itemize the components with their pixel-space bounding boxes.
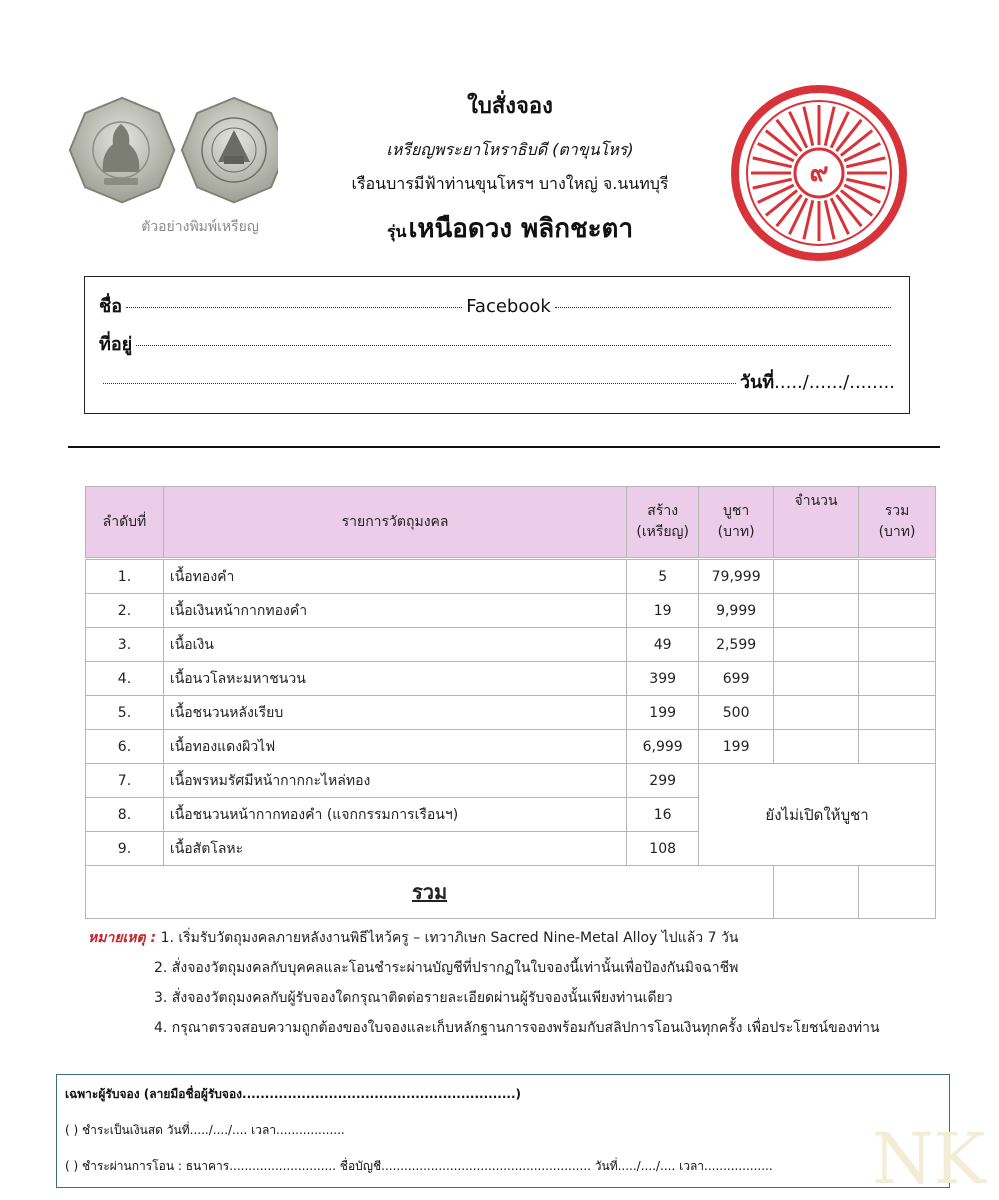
seal-ray — [804, 107, 813, 146]
seal-ray — [836, 195, 861, 226]
row-total-cell[interactable] — [859, 628, 936, 662]
col-item-header: รายการวัตถุมงคล — [163, 487, 626, 558]
col-qty-header: จำนวน — [774, 487, 859, 558]
not-open-notice: ยังไม่เปิดให้บูชา — [699, 764, 936, 866]
note-item: 2. สั่งจองวัตถุมงคลกับบุคคลและโอนชำระผ่านบัญชีที่ปรากฏในใบจองนี้เท่านั้นเพื่อป้องกันมิจฉาชีพ — [154, 960, 739, 976]
temple-seal-logo — [724, 78, 914, 268]
seal-ray — [766, 131, 797, 156]
note-item: 4. กรุณาตรวจสอบความถูกต้องของใบจองและเก็บหลักฐานการจองพร้อมกับสลิปการโอนเงินทุกครั้ง เพื่อประโยชน์ของท่าน — [154, 1020, 880, 1036]
table-row: 7. เนื้อพรหมรัศมีหน้ากากกะไหล่ทอง 299 ยังไม่เปิดให้บูชา — [86, 764, 936, 798]
form-location: เรือนบารมีฟ้าท่านขุนโหรฯ บางใหญ่ จ.นนทบุรี — [351, 174, 669, 193]
grand-total-label: รวม — [86, 866, 774, 919]
customer-info-box — [84, 276, 910, 414]
address-field-2[interactable] — [103, 382, 736, 384]
svg-text:๙: ๙ — [809, 158, 829, 188]
notes-label: หมายเหตุ : — [88, 930, 157, 946]
staff-signature-line[interactable]: เฉพาะผู้รับจอง (ลายมือชื่อผู้รับจอง............................................................) — [65, 1087, 522, 1101]
seal-ray — [844, 185, 880, 202]
address-label: ที่อยู่ — [99, 334, 133, 355]
seal-ray — [777, 120, 802, 151]
qty-cell[interactable] — [774, 730, 859, 764]
coin-sample-image — [68, 96, 278, 211]
seal-ray — [825, 200, 834, 239]
table-row: 1. เนื้อทองคำ 5 79,999 — [86, 560, 936, 594]
note-item: หมายเหตุ : 1. เริ่มรับวัตถุมงคลภายหลังงานพิธีไหว้ครู – เทวาภิเษก Sacred Nine-Metal Alloy ไปแล้ว 7 วัน — [88, 930, 739, 946]
seal-ray — [789, 198, 806, 234]
seal-ray — [841, 190, 872, 215]
col-price-header: บูชา (บาท) — [699, 487, 774, 558]
col-no-header: ลำดับที่ — [86, 487, 164, 558]
qty-cell[interactable] — [774, 662, 859, 696]
section-divider — [68, 446, 940, 448]
seal-ray — [846, 179, 885, 188]
col-made-header: สร้าง (เหรียญ) — [627, 487, 699, 558]
row-total-cell[interactable] — [859, 594, 936, 628]
table-row: 8. เนื้อชนวนหน้ากากทองคำ (แจกกรรมการเรือนฯ) 16 — [86, 798, 936, 832]
seal-ray — [766, 190, 797, 215]
seal-ray — [789, 112, 806, 148]
seal-ray — [804, 200, 813, 239]
note-item: 3. สั่งจองวัตถุมงคลกับผู้รับจองใดกรุณาติดต่อรายละเอียดผ่านผู้รับจองนั้นเพียงท่านเดียว — [154, 990, 673, 1006]
facebook-field[interactable] — [555, 306, 891, 308]
row-total-cell[interactable] — [859, 730, 936, 764]
coin-caption: ตัวอย่างพิมพ์เหรียญ — [141, 219, 259, 235]
table-row: 5. เนื้อชนวนหลังเรียบ 199 500 — [86, 696, 936, 730]
address-field[interactable] — [136, 344, 891, 346]
table-row: 4. เนื้อนวโลหะมหาชนวน 399 699 — [86, 662, 936, 696]
series-prefix: รุ่น — [386, 222, 407, 241]
items-table — [85, 486, 936, 919]
seal-ray — [831, 198, 848, 234]
grand-total-amount[interactable] — [859, 866, 936, 919]
date-label: วันที่ — [739, 372, 775, 393]
date-field[interactable]: ...../....../........ — [774, 372, 895, 393]
qty-cell[interactable] — [774, 560, 859, 594]
qty-cell[interactable] — [774, 628, 859, 662]
seal-ray — [758, 185, 794, 202]
grand-total-qty[interactable] — [774, 866, 859, 919]
name-facebook-row — [99, 291, 895, 320]
col-total-header: รวม (บาท) — [859, 487, 936, 558]
facebook-label: Facebook — [466, 296, 551, 317]
seal-ray — [777, 195, 802, 226]
coin-front-icon — [70, 98, 175, 203]
row-total-cell[interactable] — [859, 662, 936, 696]
seal-ray — [846, 158, 885, 167]
address-row — [99, 329, 895, 358]
row-total-cell[interactable] — [859, 696, 936, 730]
watermark-logo: NK — [872, 1118, 986, 1200]
cash-payment-option[interactable]: ( ) ชำระเป็นเงินสด วันที่...../..../.... เวลา.................. — [65, 1123, 345, 1137]
qty-cell[interactable] — [774, 696, 859, 730]
seal-ray — [825, 107, 834, 146]
grand-total-row — [86, 866, 936, 919]
seal-ray — [841, 131, 872, 156]
row-total-cell[interactable] — [859, 560, 936, 594]
table-row: 2. เนื้อเงินหน้ากากทองคำ 19 9,999 — [86, 594, 936, 628]
series-title: เหนือดวง พลิกชะตา — [408, 214, 634, 244]
seal-ray — [753, 179, 792, 188]
address-date-row — [99, 367, 895, 396]
table-row: 6. เนื้อทองแดงผิวไฟ 6,999 199 — [86, 730, 936, 764]
name-label: ชื่อ — [99, 296, 123, 317]
seal-ray — [758, 143, 794, 160]
qty-cell[interactable] — [774, 594, 859, 628]
name-field[interactable] — [126, 306, 462, 308]
seal-ray — [753, 158, 792, 167]
seal-ray — [836, 120, 861, 151]
table-row: 3. เนื้อเงิน 49 2,599 — [86, 628, 936, 662]
seal-ray — [844, 143, 880, 160]
form-subtitle: เหรียญพระยาโหราธิบดี (ตาขุนโหร) — [386, 140, 634, 159]
table-row: 9. เนื้อสัตโลหะ 108 — [86, 832, 936, 866]
transfer-payment-option[interactable]: ( ) ชำระผ่านการโอน : ธนาคาร............................ ชื่อบัญชี....................................................... วันที่...../..../.... เวลา.................. — [65, 1159, 773, 1173]
staff-only-box — [56, 1074, 950, 1188]
coin-back-icon — [182, 98, 278, 203]
table-header-row — [86, 487, 936, 558]
series-name — [300, 208, 720, 249]
form-title: ใบสั่งจอง — [467, 94, 553, 119]
seal-ray — [831, 112, 848, 148]
